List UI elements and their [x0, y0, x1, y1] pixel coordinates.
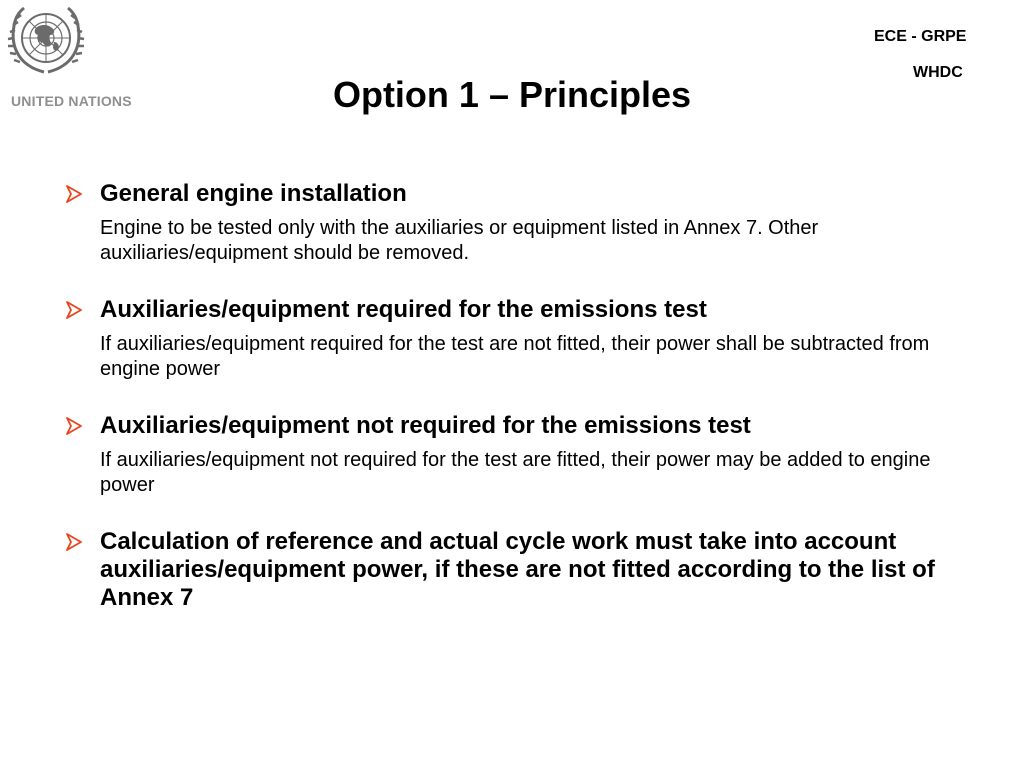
- list-item-heading: Auxiliaries/equipment not required for the emissions test: [100, 412, 751, 439]
- header-committee-line2: WHDC: [913, 64, 963, 81]
- list-item-body: Engine to be tested only with the auxiliaries or equipment listed in Annex 7. Other auxiliaries/equipment should be removed.: [100, 217, 819, 264]
- organization-name: UNITED NATIONS: [11, 93, 132, 109]
- slide-title: Option 1 – Principles: [332, 74, 692, 115]
- list-item-body: If auxiliaries/equipment not required for the test are fitted, their power may be added to engine power: [100, 449, 931, 496]
- un-emblem-icon: [6, 4, 86, 76]
- list-item-heading: General engine installation: [100, 180, 407, 207]
- list-item: [62, 412, 962, 498]
- list-item-body: If auxiliaries/equipment required for the test are not fitted, their power shall be subtracted from engine power: [100, 333, 930, 380]
- list-item: [62, 180, 962, 266]
- arrow-bullet-icon: [64, 416, 84, 436]
- list-item-heading: Calculation of reference and actual cycle work must take into account auxiliaries/equipment power, if these are not fitted according to the list of Annex 7: [100, 528, 935, 611]
- arrow-bullet-icon: [64, 532, 84, 552]
- list-item: [62, 296, 962, 382]
- list-item: [62, 528, 962, 612]
- arrow-bullet-icon: [64, 184, 84, 204]
- bullet-list: [62, 180, 962, 642]
- list-item-heading: Auxiliaries/equipment required for the emissions test: [100, 296, 707, 323]
- header-committee-line1: ECE - GRPE: [874, 28, 967, 45]
- arrow-bullet-icon: [64, 300, 84, 320]
